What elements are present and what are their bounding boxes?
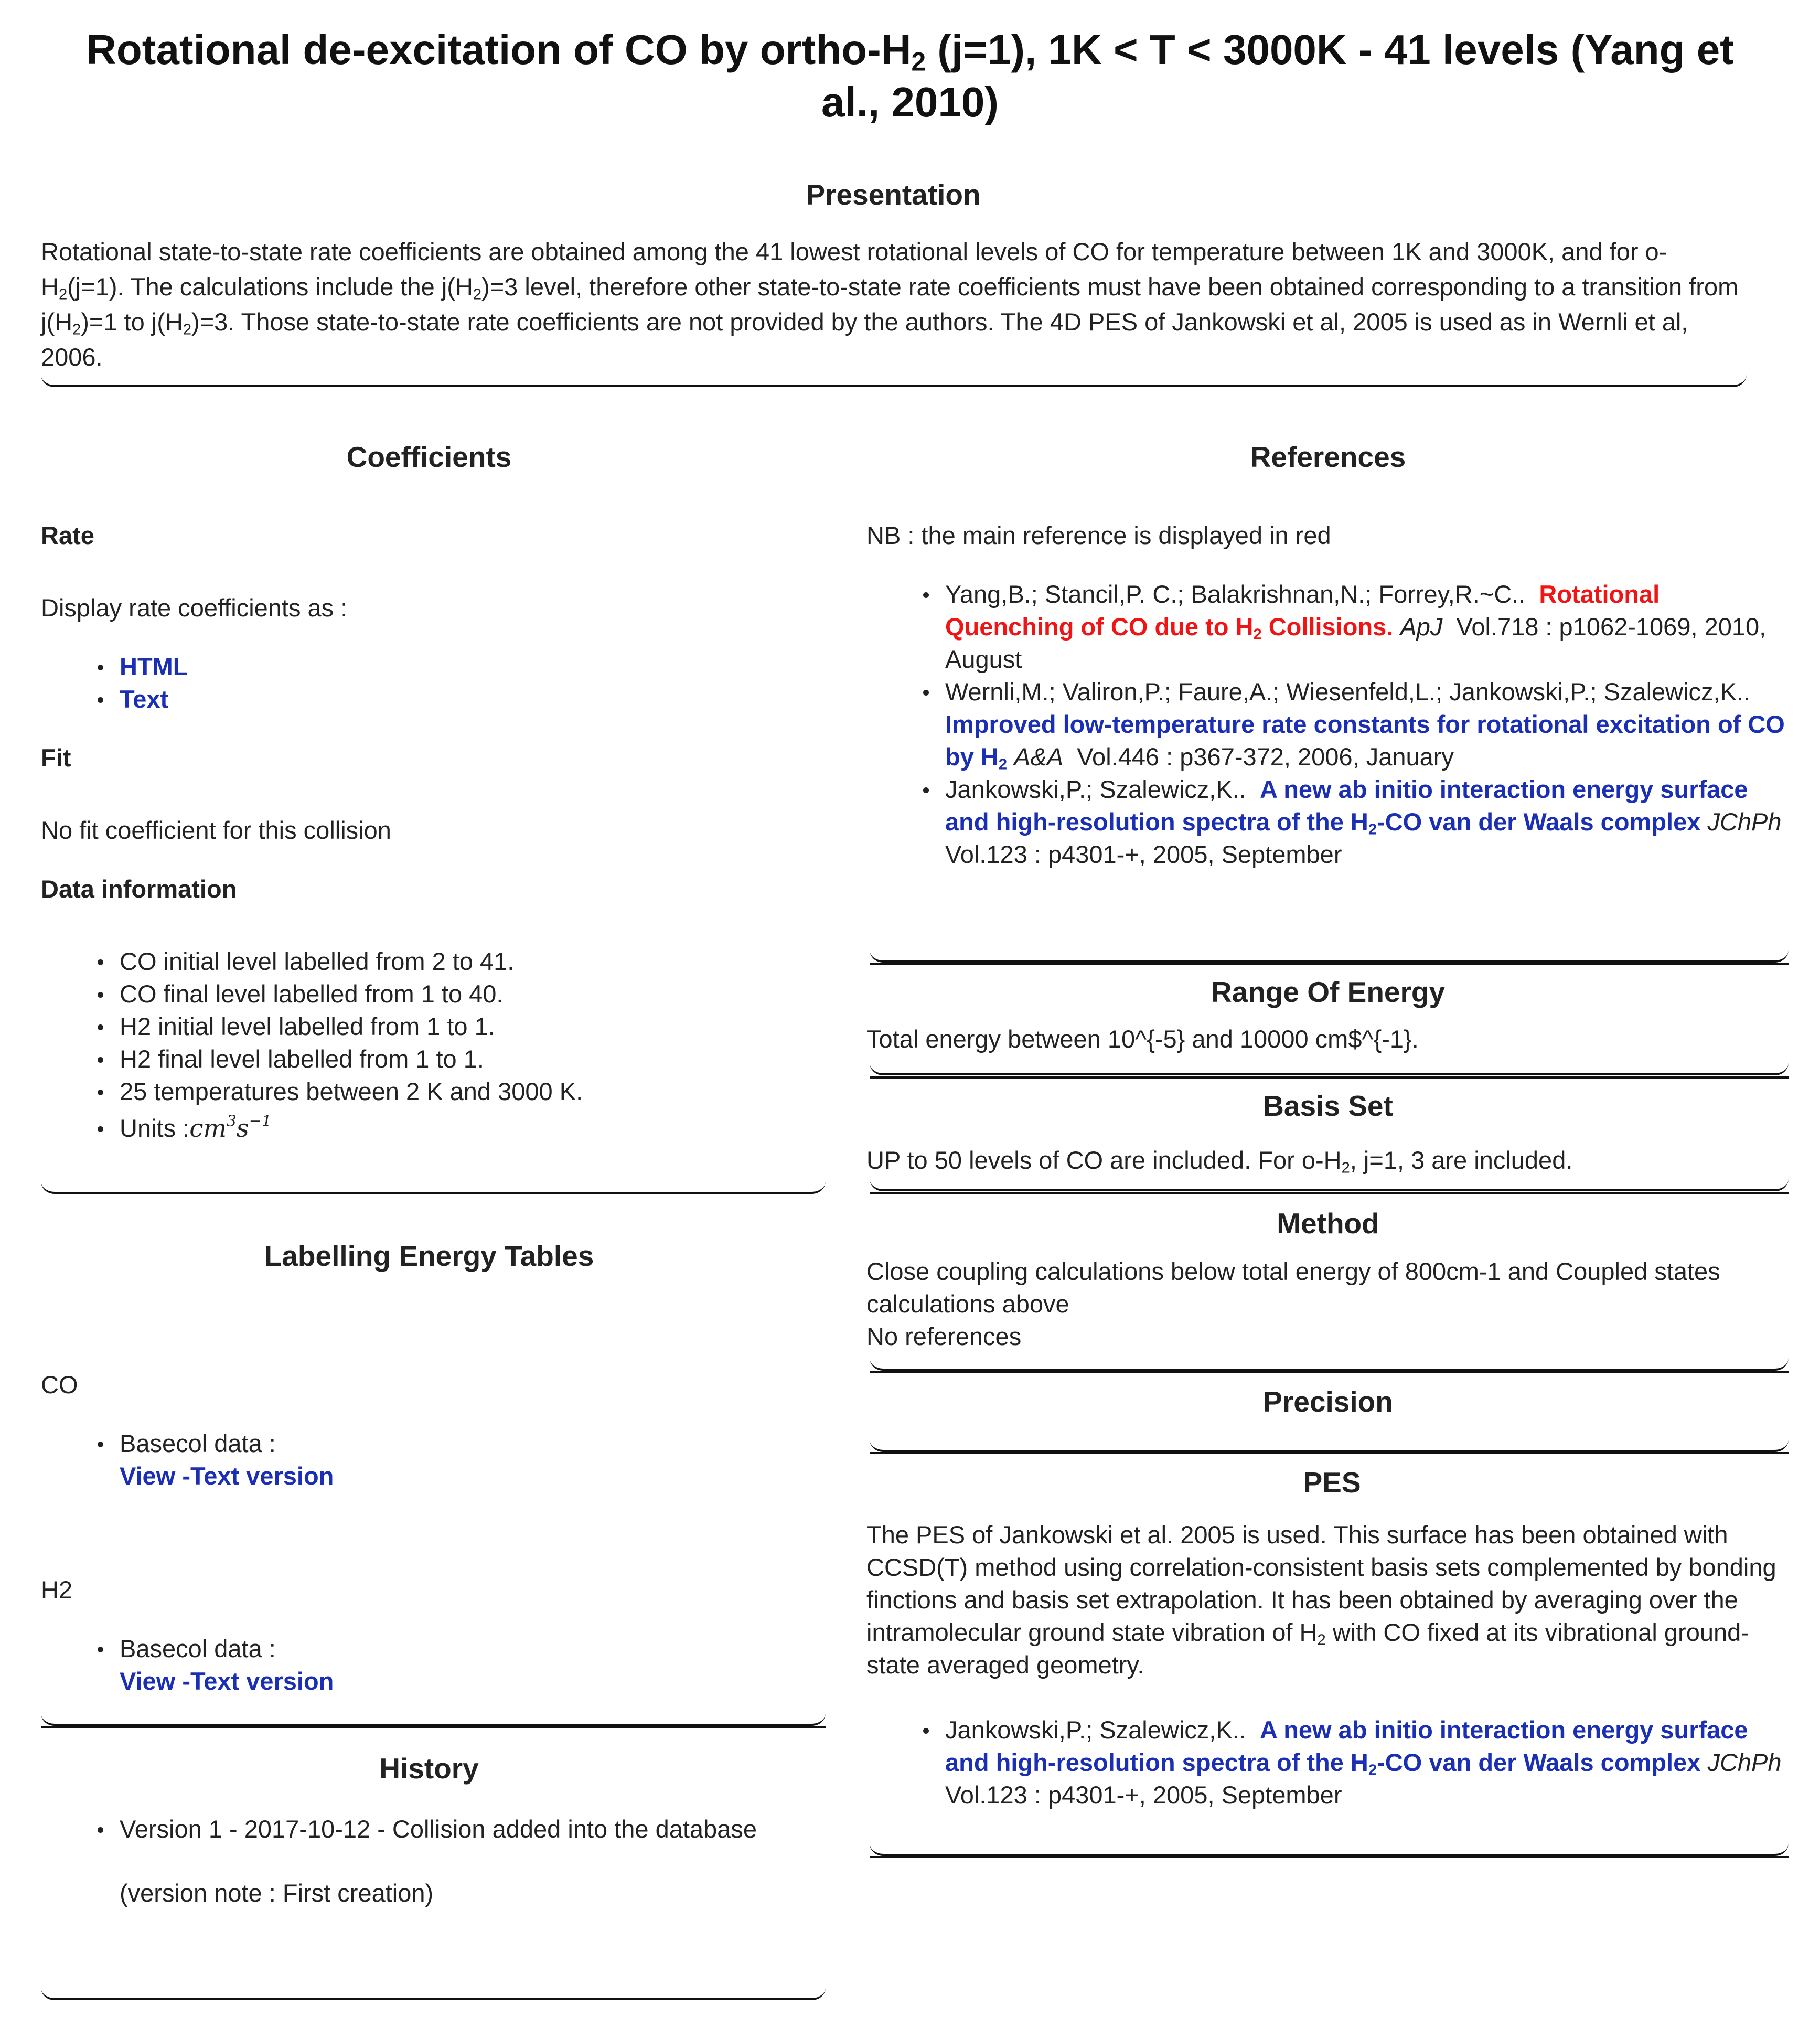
reference-title-link[interactable]: Improved low-temperature rate constants for rotational excitation of CO by $H_2$ xyxy=(945,710,1785,773)
range-top-rule xyxy=(870,963,1789,965)
pes-reference-list xyxy=(866,1714,1797,1811)
precision-section xyxy=(866,1383,1790,1421)
reference-item: Jankowski,P.; Szalewicz,K.. A new ab initio interaction energy surface and high-resolution spectra of the $H_2-CO$ van der Waals complex JChPh Vol.123 : p4301-+, 2005, September xyxy=(945,1714,1797,1811)
references-note: NB : the main reference is displayed in red xyxy=(866,521,1331,549)
precision-heading: Precision xyxy=(1263,1385,1393,1418)
text-format-link[interactable]: Text xyxy=(120,685,169,713)
list-item: H2 final level labelled from 1 to 1. xyxy=(120,1043,817,1075)
range-energy-section xyxy=(866,973,1790,1055)
history-separator xyxy=(41,1986,826,2000)
method-section xyxy=(866,1204,1790,1353)
data-info-label: Data information xyxy=(41,874,237,903)
pes-text: The PES of Jankowski et al. 2005 is used. This surface has been obtained with CCSD(T) method using correlation-consistent basis sets complemented by bonding finctions and basis set extrapolation. It has been obtained by averaging over the intramolecular ground state vibration of $H_2$ with CO fixed at its vibrational ground-state averaged geometry. xyxy=(866,1520,1776,1679)
list-item xyxy=(120,650,817,683)
page-title: Rotational de-excitation of CO by ortho-$H_2$ (j=1), 1K < T < 3000K - 41 levels (Yang et al., 2010) xyxy=(86,26,1734,125)
history-list xyxy=(41,1813,817,1909)
labelling-separator xyxy=(41,1711,826,1726)
references-list xyxy=(866,578,1790,871)
list-item: 25 temperatures between 2 K and 3000 K. xyxy=(120,1075,817,1108)
species-h2-label: H2 xyxy=(41,1575,73,1604)
data-info-list xyxy=(41,945,817,1145)
list-item: Basecol data : View -Text version xyxy=(120,1632,817,1698)
pes-heading: PES xyxy=(1303,1466,1361,1499)
labelling-heading: Labelling Energy Tables xyxy=(264,1240,594,1272)
method-noref: No references xyxy=(866,1322,1022,1350)
display-as-text: Display rate coefficients as : xyxy=(41,593,348,622)
reference-item: Jankowski,P.; Szalewicz,K.. A new ab initio interaction energy surface and high-resolution spectra of the $H_2-CO$ van der Waals complex JChPh Vol.123 : p4301-+, 2005, September xyxy=(945,773,1790,871)
list-item: Version 1 - 2017-10-12 - Collision added into the database (version note : First creation) xyxy=(120,1813,817,1909)
labelling-section xyxy=(41,1237,817,1698)
pes-separator xyxy=(870,1841,1789,1856)
list-item: CO initial level labelled from 2 to 41. xyxy=(120,945,817,978)
reference-item: Wernli,M.; Valiron,P.; Faure,A.; Wiesenfeld,L.; Jankowski,P.; Szalewicz,K.. Improved low-temperature rate constants for rotational excitation of CO by $H_2$ A&A Vol.446 : p367-372, 2006, January xyxy=(945,676,1790,773)
precision-top-rule xyxy=(870,1371,1789,1373)
co-text-version-separator: - xyxy=(175,1461,190,1490)
reference-title-link[interactable]: A new ab initio interaction energy surface and high-resolution spectra of the $H_2-CO$ van der Waals complex xyxy=(945,775,1748,838)
reference-title-link[interactable]: Rotational Quenching of CO due to $H_2$ Collisions. xyxy=(945,580,1660,643)
references-separator xyxy=(870,948,1789,963)
references-section xyxy=(866,438,1790,871)
basis-top-rule xyxy=(870,1076,1789,1079)
list-item: H2 initial level labelled from 1 to 1. xyxy=(120,1010,817,1043)
method-top-rule xyxy=(870,1192,1789,1194)
method-separator xyxy=(870,1356,1789,1371)
history-top-rule xyxy=(41,1726,826,1728)
co-view-link[interactable]: View xyxy=(120,1461,176,1490)
precision-separator xyxy=(870,1437,1789,1452)
range-separator xyxy=(870,1061,1789,1075)
presentation-separator xyxy=(41,372,1747,387)
range-energy-heading: Range Of Energy xyxy=(1211,976,1446,1008)
fit-label: Fit xyxy=(41,743,71,772)
method-text: Close coupling calculations below total energy of 800cm-1 and Coupled states calculations above xyxy=(866,1257,1720,1318)
pes-reference-title-link[interactable]: A new ab initio interaction energy surface and high-resolution spectra of the $H_2-CO$ van der Waals complex xyxy=(945,1715,1748,1779)
coefficients-separator xyxy=(41,1179,826,1194)
list-item: CO final level labelled from 1 to 40. xyxy=(120,978,817,1010)
basis-set-text: UP to 50 levels of CO are included. For $o-H_2$, j=1, 3 are included. xyxy=(866,1146,1573,1176)
co-text-version-link[interactable]: Text version xyxy=(190,1461,334,1490)
reference-item: Yang,B.; Stancil,P. C.; Balakrishnan,N.; Forrey,R.~C.. Rotational Quenching of CO due to $H_2$ Collisions. ApJ Vol.718 : p1062-1069, 2010, August xyxy=(945,578,1790,676)
coefficients-heading: Coefficients xyxy=(346,441,512,473)
h2-basecol-list xyxy=(41,1632,817,1698)
units-item: Units $:cm^3s^{-1}$ xyxy=(120,1112,817,1145)
presentation-text: Rotational state-to-state rate coefficients are obtained among the 41 lowest rotational levels of CO for temperature between 1K and 3000K, and for $o-H_2(j=1)$. The calculations include the $j(H_2)=3$ level, therefore other state-to-state rate coefficients must have been obtained corresponding to a transition from $j(H_2)=1$ to $j(H_2)=3$. Those state-to-state rate coefficients are not provided by the authors. The 4D PES of Jankowski et al, 2005 is used as in Wernli et al, 2006. xyxy=(41,237,1739,371)
list-item: Basecol data : View -Text version xyxy=(120,1427,817,1492)
species-co-label: CO xyxy=(41,1370,78,1399)
presentation-section xyxy=(41,176,1746,375)
history-heading: History xyxy=(379,1752,479,1785)
basis-set-section xyxy=(866,1087,1790,1177)
h2-view-link[interactable]: View xyxy=(120,1667,176,1695)
co-basecol-list xyxy=(41,1427,817,1492)
basis-separator xyxy=(870,1177,1789,1191)
html-format-link[interactable]: HTML xyxy=(120,652,188,680)
range-energy-text: Total energy between 10^{-5} and 10000 cm$^{-1}. xyxy=(866,1024,1419,1053)
basis-set-heading: Basis Set xyxy=(1263,1090,1393,1122)
format-list xyxy=(41,650,817,716)
pes-top-rule xyxy=(870,1452,1789,1454)
fit-text: No fit coefficient for this collision xyxy=(41,816,391,844)
rate-label: Rate xyxy=(41,521,94,549)
method-heading: Method xyxy=(1277,1207,1379,1240)
h2-text-version-separator: - xyxy=(175,1667,190,1695)
pes-section xyxy=(866,1464,1797,1811)
references-heading: References xyxy=(1250,441,1406,473)
presentation-heading: Presentation xyxy=(806,178,981,211)
pes-bottom-rule xyxy=(870,1856,1789,1858)
history-section xyxy=(41,1749,817,1909)
version-note: (version note : First creation) xyxy=(120,1878,434,1907)
list-item xyxy=(120,683,817,716)
h2-text-version-link[interactable]: Text version xyxy=(190,1667,334,1695)
coefficients-section xyxy=(41,438,817,1145)
